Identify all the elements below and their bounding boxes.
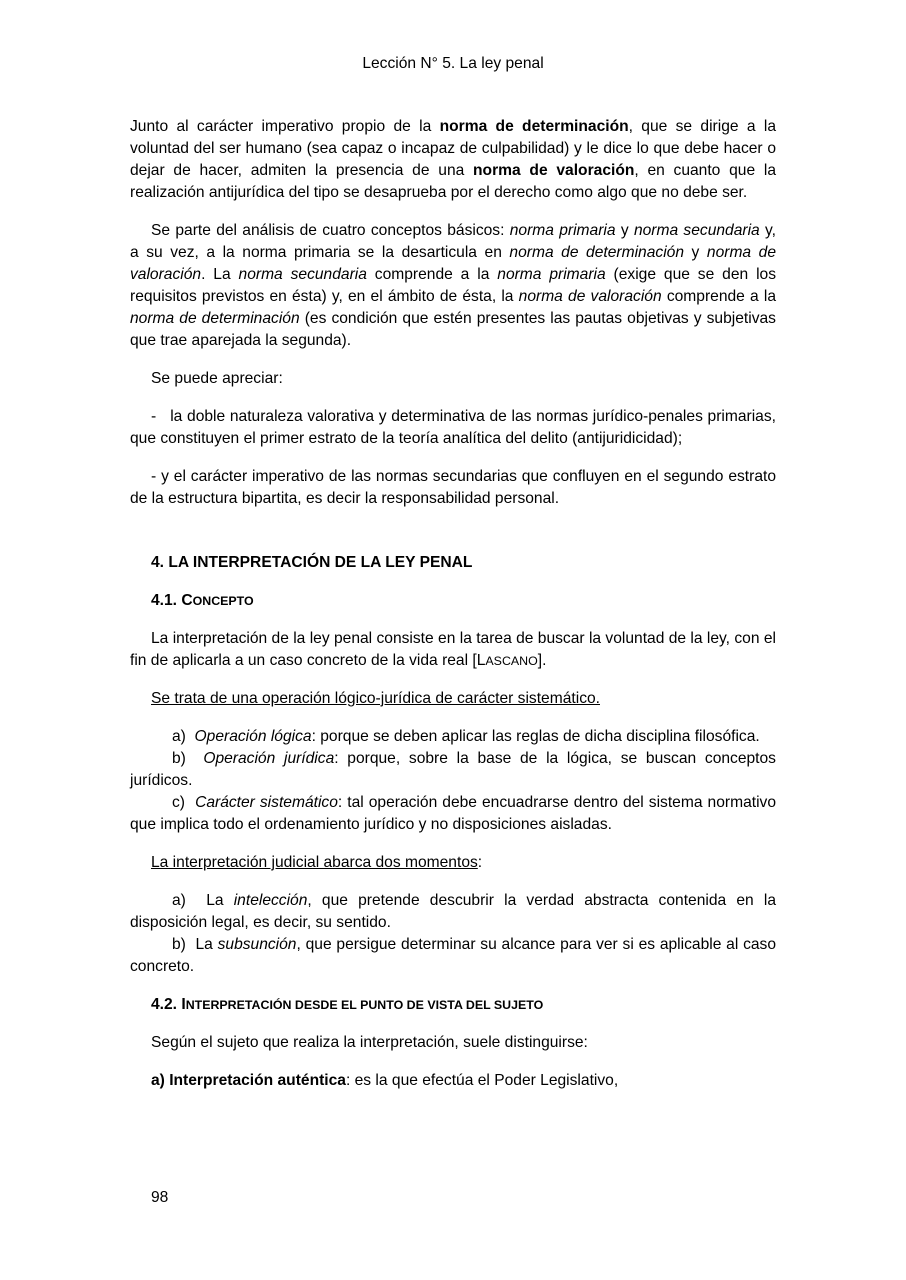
section-title: 4. LA INTERPRETACIÓN DE LA LEY PENAL xyxy=(151,554,473,571)
moments-list xyxy=(130,890,776,978)
intro-paragraph-1: Junto al carácter imperativo propio de la norma de determinación, que se dirige a la voluntad del ser humano (sea capaz o incapaz de culpabilidad) y le dice lo que debe hacer o dejar de hacer, admiten la presencia de una norma de valoración, en cuanto que la realización antijurídica del tipo se desaprueba por el derecho como algo que no debe ser. xyxy=(130,118,776,201)
subsection-title-concepto: 4.1. CONCEPTO xyxy=(151,592,254,609)
list-item: a) Operación lógica: porque se deben aplicar las reglas de dicha disciplina filosófica. xyxy=(172,728,760,745)
concept-paragraph: La interpretación de la ley penal consiste en la tarea de buscar la voluntad de la ley, con el fin de aplicarla a un caso concreto de la vida real [LASCANO]. xyxy=(130,630,776,669)
list-item: c) Carácter sistemático: tal operación debe encuadrarse dentro del sistema normativo que implica todo el ordenamiento jurídico y no disposiciones aisladas. xyxy=(130,794,777,833)
list-item: b) La subsunción, que persigue determinar su alcance para ver si es aplicable al caso concreto. xyxy=(130,936,777,975)
subsection-title-sujeto: 4.2. INTERPRETACIÓN DESDE EL PUNTO DE VISTA DEL SUJETO xyxy=(151,996,544,1013)
running-header: Lección N° 5. La ley penal xyxy=(362,55,544,72)
operation-list xyxy=(130,726,776,836)
intro-bullet-1: - la doble naturaleza valorativa y determinativa de las normas jurídico-penales primarias, que constituyen el primer estrato de la teoría analítica del delito (antijuridicidad); xyxy=(130,408,776,447)
list-item: b) Operación jurídica: porque, sobre la base de la lógica, se buscan conceptos jurídicos. xyxy=(130,750,776,789)
intro-paragraph-3: Se puede apreciar: xyxy=(151,370,283,387)
page-number: 98 xyxy=(151,1189,169,1206)
judicial-interpretation-intro: La interpretación judicial abarca dos momentos: xyxy=(151,854,483,871)
list-item: a) La intelección, que pretende descubrir la verdad abstracta contenida en la disposición legal, es decir, su sentido. xyxy=(130,892,776,931)
concept-underlined-statement: Se trata de una operación lógico-jurídica de carácter sistemático. xyxy=(151,690,600,707)
intro-paragraph-2: Se parte del análisis de cuatro conceptos básicos: norma primaria y norma secundaria y, a su vez, a la norma primaria se la desarticula en norma de determinación y norma de valoración. La norma secundaria comprende a la norma primaria (exige que se den los requisitos previstos en ésta) y, en el ámbito de ésta, la norma de valoración comprende a la norma de determinación (es condición que estén presentes las pautas objetivas y subjetivas que trae aparejada la segunda). xyxy=(130,222,776,349)
intro-bullet-2: - y el carácter imperativo de las normas secundarias que confluyen en el segundo estrato de la estructura bipartita, es decir la responsabilidad personal. xyxy=(130,468,776,507)
page-body xyxy=(130,116,776,1108)
subject-intro-paragraph: Según el sujeto que realiza la interpretación, suele distinguirse: xyxy=(151,1034,588,1051)
authentic-interpretation-paragraph: a) Interpretación auténtica: es la que efectúa el Poder Legislativo, xyxy=(151,1072,619,1089)
